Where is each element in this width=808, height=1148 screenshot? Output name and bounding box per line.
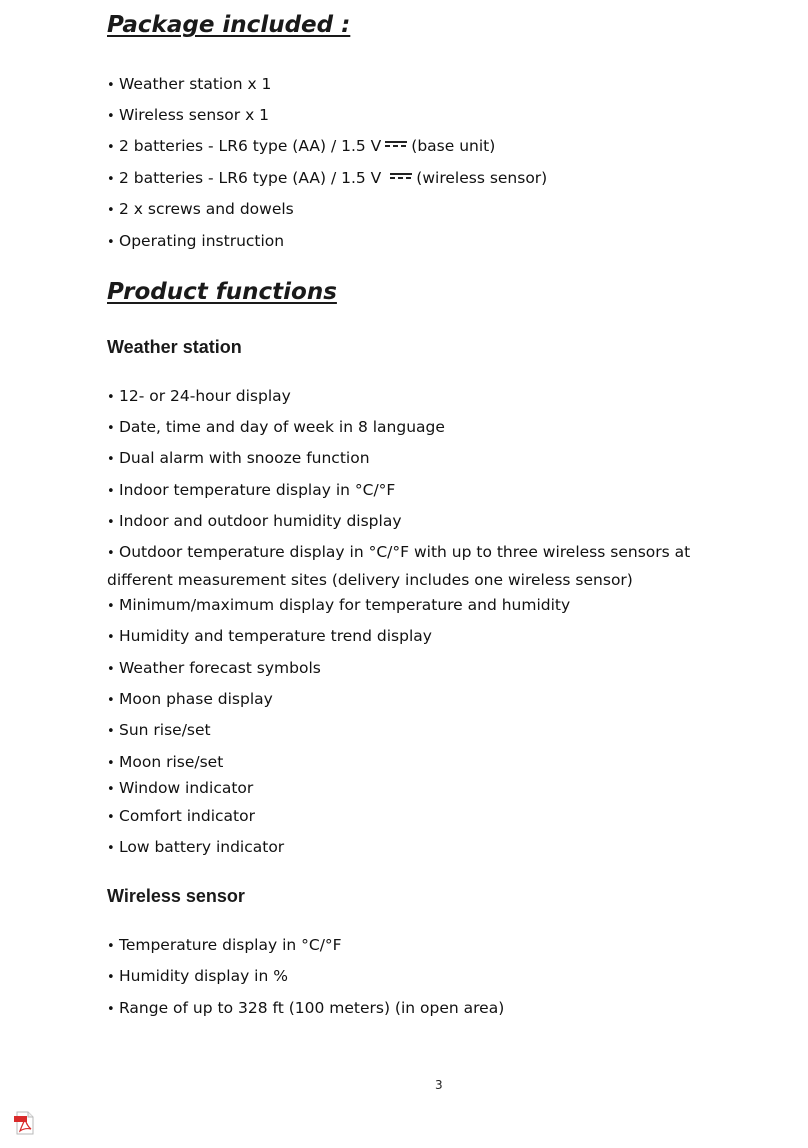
bullet: • xyxy=(107,630,115,645)
sensor-item-text: Range of up to 328 ft (100 meters) (in open area) xyxy=(119,999,505,1017)
function-item-text: Moon rise/set xyxy=(119,753,224,771)
package-heading: Package included : xyxy=(107,12,351,38)
bullet: • xyxy=(107,1002,115,1017)
function-item xyxy=(107,414,747,442)
bullet: • xyxy=(107,662,115,677)
sensor-item xyxy=(107,932,747,960)
bullet: • xyxy=(107,203,115,218)
package-item-text: Operating instruction xyxy=(119,232,285,250)
function-item-text: Outdoor temperature display in °C/°F with up to three wireless sensors at different measurement sites (delivery includes one wireless sensor) xyxy=(107,543,691,589)
bullet: • xyxy=(107,810,115,825)
bullet: • xyxy=(107,841,115,856)
dc-voltage-icon xyxy=(390,172,412,181)
bullet: • xyxy=(107,78,115,93)
function-item xyxy=(107,749,747,777)
function-item xyxy=(107,803,747,831)
bullet: • xyxy=(107,782,115,797)
bullet: • xyxy=(107,109,115,124)
function-item-text: Humidity and temperature trend display xyxy=(119,627,432,645)
function-item xyxy=(107,717,747,745)
sensor-item xyxy=(107,995,747,1023)
package-item xyxy=(107,228,747,256)
function-item-text: Comfort indicator xyxy=(119,807,255,825)
function-item-text: Dual alarm with snooze function xyxy=(119,449,370,467)
package-item-note: (wireless sensor) xyxy=(416,169,548,187)
function-item xyxy=(107,383,747,411)
function-item-text: Window indicator xyxy=(119,779,254,797)
package-item xyxy=(107,165,747,193)
bullet: • xyxy=(107,970,115,985)
bullet: • xyxy=(107,724,115,739)
package-item xyxy=(107,133,747,161)
page-number: 3 xyxy=(435,1078,443,1092)
bullet: • xyxy=(107,939,115,954)
function-item-text: Minimum/maximum display for temperature and humidity xyxy=(119,596,571,614)
function-item-text: Indoor temperature display in °C/°F xyxy=(119,481,396,499)
function-item xyxy=(107,686,747,714)
bullet: • xyxy=(107,756,115,771)
function-item xyxy=(107,623,747,651)
wireless-sensor-heading: Wireless sensor xyxy=(107,886,245,906)
pdf-file-icon xyxy=(14,1111,36,1135)
function-item xyxy=(107,508,747,536)
function-item-text: Date, time and day of week in 8 language xyxy=(119,418,445,436)
bullet: • xyxy=(107,693,115,708)
function-item xyxy=(107,445,747,473)
sensor-item-text: Humidity display in % xyxy=(119,967,288,985)
package-item xyxy=(107,196,747,224)
package-item-text: Wireless sensor x 1 xyxy=(119,106,270,124)
function-item xyxy=(107,655,747,683)
function-item-text: Indoor and outdoor humidity display xyxy=(119,512,402,530)
sensor-item xyxy=(107,963,747,991)
package-item xyxy=(107,71,747,99)
package-item-text: Weather station x 1 xyxy=(119,75,272,93)
bullet: • xyxy=(107,140,115,155)
bullet: • xyxy=(107,515,115,530)
function-item xyxy=(107,539,737,593)
package-item-text: 2 batteries - LR6 type (AA) / 1.5 V xyxy=(119,169,382,187)
bullet: • xyxy=(107,235,115,250)
package-item-note: (base unit) xyxy=(411,137,496,155)
bullet: • xyxy=(107,390,115,405)
bullet: • xyxy=(107,452,115,467)
function-item-text: 12- or 24-hour display xyxy=(119,387,291,405)
function-item xyxy=(107,834,747,862)
function-item xyxy=(107,775,747,803)
function-item-text: Weather forecast symbols xyxy=(119,659,321,677)
function-item xyxy=(107,477,747,505)
sensor-item-text: Temperature display in °C/°F xyxy=(119,936,342,954)
function-item xyxy=(107,592,747,620)
dc-voltage-icon xyxy=(385,140,407,149)
package-item-text: 2 x screws and dowels xyxy=(119,200,294,218)
weather-station-heading: Weather station xyxy=(107,337,242,357)
function-item-text: Moon phase display xyxy=(119,690,273,708)
bullet: • xyxy=(107,421,115,436)
function-item-text: Sun rise/set xyxy=(119,721,211,739)
bullet: • xyxy=(107,546,115,561)
bullet: • xyxy=(107,599,115,614)
functions-heading: Product functions xyxy=(107,279,337,305)
bullet: • xyxy=(107,484,115,499)
package-item-text: 2 batteries - LR6 type (AA) / 1.5 V xyxy=(119,137,382,155)
function-item-text: Low battery indicator xyxy=(119,838,285,856)
package-item xyxy=(107,102,747,130)
bullet: • xyxy=(107,172,115,187)
